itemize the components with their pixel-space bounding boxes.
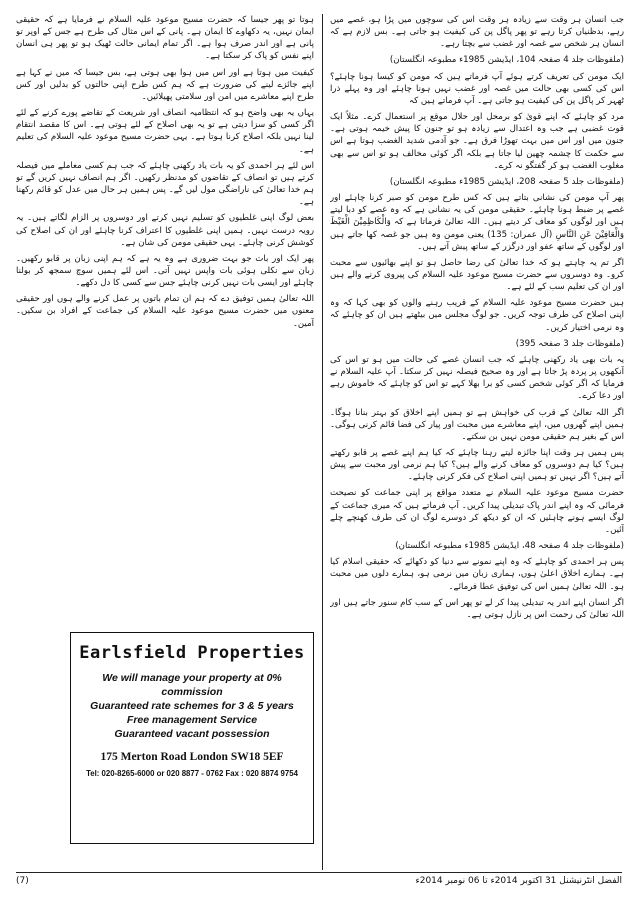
paragraph: (ملفوظات جلد 3 صفحہ 395) — [515, 338, 624, 349]
paragraph: ہوتا تو پھر جیسا کہ حضرت مسیح موعود علیہ السلام نے فرمایا ہے کہ حقیقی ایمان نہیں، یہ دکھاوے کا ایمان ہے۔ پانی کے اس مثال کی طرح ہے جس کے اوپر تو پانی ہے اور اندر صرف ہوا ہے۔ اگر تمام ایمانی حالت ٹھیک ہو تو پھر ہی انسان اپنے نفس کو پاک کر سکتا ہے۔ — [16, 15, 314, 62]
paragraph: (ملفوظات جلد 5 صفحہ 208، ایڈیشن 1985ء مطبوعہ انگلستان) — [389, 176, 624, 187]
paragraph: اگر اللہ تعالیٰ کے قرب کی خواہش ہے تو ہمیں اپنے اخلاق کو بہتر بنانا ہوگا۔ ہمیں اپنے گھروں میں، اپنے معاشرے میں محبت اور پیار کی فضا قائم کرنی ہوگی۔ اس کے بغیر ہم حقیقی مومن نہیں بن سکتے۔ — [330, 407, 624, 442]
paragraph: پس ہمیں ہر وقت اپنا جائزہ لیتے رہنا چاہئے کہ کیا ہم اپنے غصے پر قابو رکھتے ہیں؟ کیا ہم دوسروں کو معاف کرنے والے ہیں؟ کیا ہم نرمی اور محبت سے پیش آتے ہیں؟ اگر نہیں تو ہمیں اپنی اصلاح کی فکر کرنی چاہئے۔ — [330, 448, 624, 483]
paragraph: پھر آپ مومن کی نشانی بتاتے ہیں کہ کس طرح مومن کو صبر کرنا چاہئے اور غصے پر ضبط ہونا چاہئے۔ حقیقی مومن کی یہ نشانی ہے کہ وہ غصے کو دبا لیتے ہیں اور لوگوں کو معاف کر دیتے ہیں۔ اللہ تعالیٰ فرماتا ہے کہ وَالْکَاظِمِیْنَ الْغَیْظَ وَالْعَافِیْنَ عَنِ النَّاسِ (آل عمران: 135) یعنی مومن وہ ہیں جو غصہ کھا جاتے ہیں اور لوگوں کے ساتھ عفو اور درگزر کے ساتھ پیش آتے ہیں۔ — [330, 193, 624, 252]
ad-tagline: We will manage your property at 0% commission — [102, 672, 282, 698]
paragraph: پھر ایک اور بات جو بہت ضروری ہے وہ یہ ہے کہ ہم اپنی زبان پر قابو رکھیں۔ زبان سے نکلی ہوئی بات واپس نہیں آتی۔ اس لئے ہمیں سوچ سمجھ کر بولنا چاہئے اور ایسی بات نہیں کرنی چاہئے جس سے کسی کا دل دکھے۔ — [16, 253, 314, 289]
right-text-column — [330, 14, 624, 866]
column-divider — [322, 14, 323, 870]
paragraph: (ملفوظات جلد 4 صفحہ 48، ایڈیشن 1985ء مطبوعہ انگلستان) — [395, 541, 624, 552]
paragraph: حضرت مسیح موعود علیہ السلام نے متعدد مواقع پر اپنی جماعت کو نصیحت فرمائی کہ وہ اپنے اندر پاک تبدیلی پیدا کریں۔ آپ فرماتے ہیں کہ میری جماعت کے لوگ ایسے ہونے چاہئیں کہ ان کو دیکھ کر دوسرے لوگ ان کی طرف کھنچے چلے آئیں۔ — [330, 488, 624, 535]
earlsfield-properties-advertisement — [70, 632, 314, 844]
paragraph: پس ہر احمدی کو چاہئے کہ وہ اپنے نمونے سے دنیا کو دکھائے کہ حقیقی اسلام کیا ہے۔ ہمارے اخلاق اعلیٰ ہوں، ہماری زبان میں نرمی ہو، ہمارے دلوں میں محبت ہو۔ اللہ تعالیٰ ہمیں اس کی توفیق عطا فرمائے۔ — [330, 557, 624, 592]
paragraph: ایک مومن کی تعریف کرتے ہوئے آپ فرماتے ہیں کہ مومن کو کیسا ہونا چاہئے؟ اس کی کسی بھی حالت میں غصہ اور غضب نہیں ہونا چاہئے اور وہ پہلے ذرا ٹھہر کر پاگل پن کی کیفیت ہو جاتی ہے۔ آپ فرماتے ہیں کہ — [330, 71, 624, 106]
paragraph: اللہ تعالیٰ ہمیں توفیق دے کہ ہم ان تمام باتوں پر عمل کرنے والے ہوں اور حقیقی معنوں میں حضرت مسیح موعود علیہ السلام کی جماعت کے افراد بن سکیں۔ آمین۔ — [16, 294, 314, 329]
paragraph: یہاں یہ بھی واضح ہو کہ انتظامیہ انصاف اور شریعت کے تقاضے پورے کرنے کے لئے اگر کسی کو سزا دیتی ہے تو یہ بھی اصلاح کے لئے ہوتی ہے۔ اس کا مقصد انتقام لینا نہیں بلکہ اصلاح کرنا ہوتا ہے۔ یہی حضرت مسیح موعود علیہ السلام کی تعلیم ہے۔ — [16, 108, 314, 155]
paragraph: مرد کو چاہئے کہ اپنے قویٰ کو برمحل اور حلال موقع پر استعمال کرے۔ مثلاً ایک قوت غضبی ہے جب وہ اعتدال سے زیادہ ہو تو جنون کا پیش خیمہ ہوتی ہے۔ جنون میں اور اس میں بہت تھوڑا فرق ہے۔ جو آدمی شدید الغضب ہوتا ہے اس سے حکمت کا چشمہ چھین لیا جاتا ہے بلکہ اگر کوئی مخالف ہو تو اس سے بھی مغلوب الغضب ہو کر گفتگو نہ کرے۔ — [330, 112, 624, 171]
paragraph: جب انسان ہر وقت سے زیادہ ہر وقت اس کی سوچوں میں پڑا ہو، غصے میں رہے، بدظنیاں کرتا رہے تو پھر پاگل پن کی کیفیت ہو جاتی ہے۔ بس لازم ہے کہ انسان ہر شخص سے غصہ اور غضب سے بچتا رہے۔ — [330, 15, 624, 50]
ad-tagline: Guaranteed rate schemes for 3 & 5 years — [90, 700, 294, 712]
ad-phone: Tel: 020-8265-6000 or 020 8877 - 0762 Fax : 020 8874 9754 — [86, 769, 298, 778]
paragraph: اگر انسان اپنے اندر یہ تبدیلی پیدا کر لے تو پھر اس کے سب کام سنور جاتے ہیں اور اللہ تعالیٰ کی رحمت اس پر نازل ہوتی ہے۔ — [330, 597, 624, 620]
paragraph: اگر تم یہ چاہتے ہو کہ خدا تعالیٰ کی رضا حاصل ہو تو اپنے بھائیوں سے محبت کرو۔ وہ دوسروں سے حضرت مسیح موعود علیہ السلام کی پیروی کرنے والے ہیں اور ان کی تعلیم سب کے لئے ہے۔ — [330, 257, 624, 293]
ad-address: 175 Merton Road London SW18 5EF — [100, 751, 284, 763]
paragraph: بعض لوگ اپنی غلطیوں کو تسلیم نہیں کرتے اور دوسروں پر الزام لگاتے ہیں۔ یہ رویہ درست نہیں۔ ہمیں اپنی غلطیوں کا اعتراف کرنا چاہئے اور ان کی اصلاح کی کوشش کرنی چاہئے۔ یہی حقیقی مومن کی شان ہے۔ — [16, 213, 314, 248]
paragraph: یہ بات بھی یاد رکھنی چاہئے کہ جب انسان غصے کی حالت میں ہو تو اس کی آنکھوں پر پردہ پڑ جاتا ہے اور وہ صحیح فیصلہ نہیں کر سکتا۔ آپ علیہ السلام نے فرمایا کہ اگر کوئی شخص کسی کو برا بھلا کہے تو اس کو چاہئے کہ خاموش رہے اور دعا کرے۔ — [330, 354, 624, 402]
footer-publication: الفضل انٹرنیشنل 31 اکتوبر 2014ء تا 06 نومبر 2014ء — [415, 876, 622, 886]
paragraph: ہیں حضرت مسیح موعود علیہ السلام کے قریب رہنے والوں کو بھی کہا کہ وہ اپنی اصلاح کی طرف توجہ کریں۔ جو لوگ مجلس میں بیٹھتے ہیں ان کو چاہئے کہ وہ نرمی اختیار کریں۔ — [330, 298, 624, 333]
page-number: (7) — [16, 876, 29, 886]
left-text-column — [16, 14, 314, 644]
paragraph: (ملفوظات جلد 4 صفحہ 104، ایڈیشن 1985ء مطبوعہ انگلستان) — [389, 55, 624, 66]
ad-tagline: Free management Service — [126, 714, 258, 726]
ad-company-name: Earlsfield Properties — [79, 643, 305, 663]
paragraph: کیفیت میں ہوتا ہے اور اس میں ہوا بھی ہوتی ہے، بس جیسا کہ میں نے کہا ہے اپنے جائزے لینے کی ضرورت ہے کہ ہم کس طرح اپنی حالتوں کو بدلیں اور کس طرح اپنے معاشرے میں امن اور سلامتی پھیلائیں۔ — [16, 67, 314, 102]
ad-tagline: Guaranteed vacant possession — [114, 728, 270, 740]
footer-divider — [16, 872, 622, 873]
paragraph: اس لئے ہر احمدی کو یہ بات یاد رکھنی چاہئے کہ جب ہم کسی معاملے میں فیصلہ کرتے ہیں تو انصاف کے تقاضوں کو مدنظر رکھیں۔ اگر ہم انصاف نہیں کریں گے تو ہم خدا تعالیٰ کی ناراضگی مول لیں گے۔ پس ہمیں ہر حال میں عدل کو قائم رکھنا ہے۔ — [16, 160, 314, 208]
